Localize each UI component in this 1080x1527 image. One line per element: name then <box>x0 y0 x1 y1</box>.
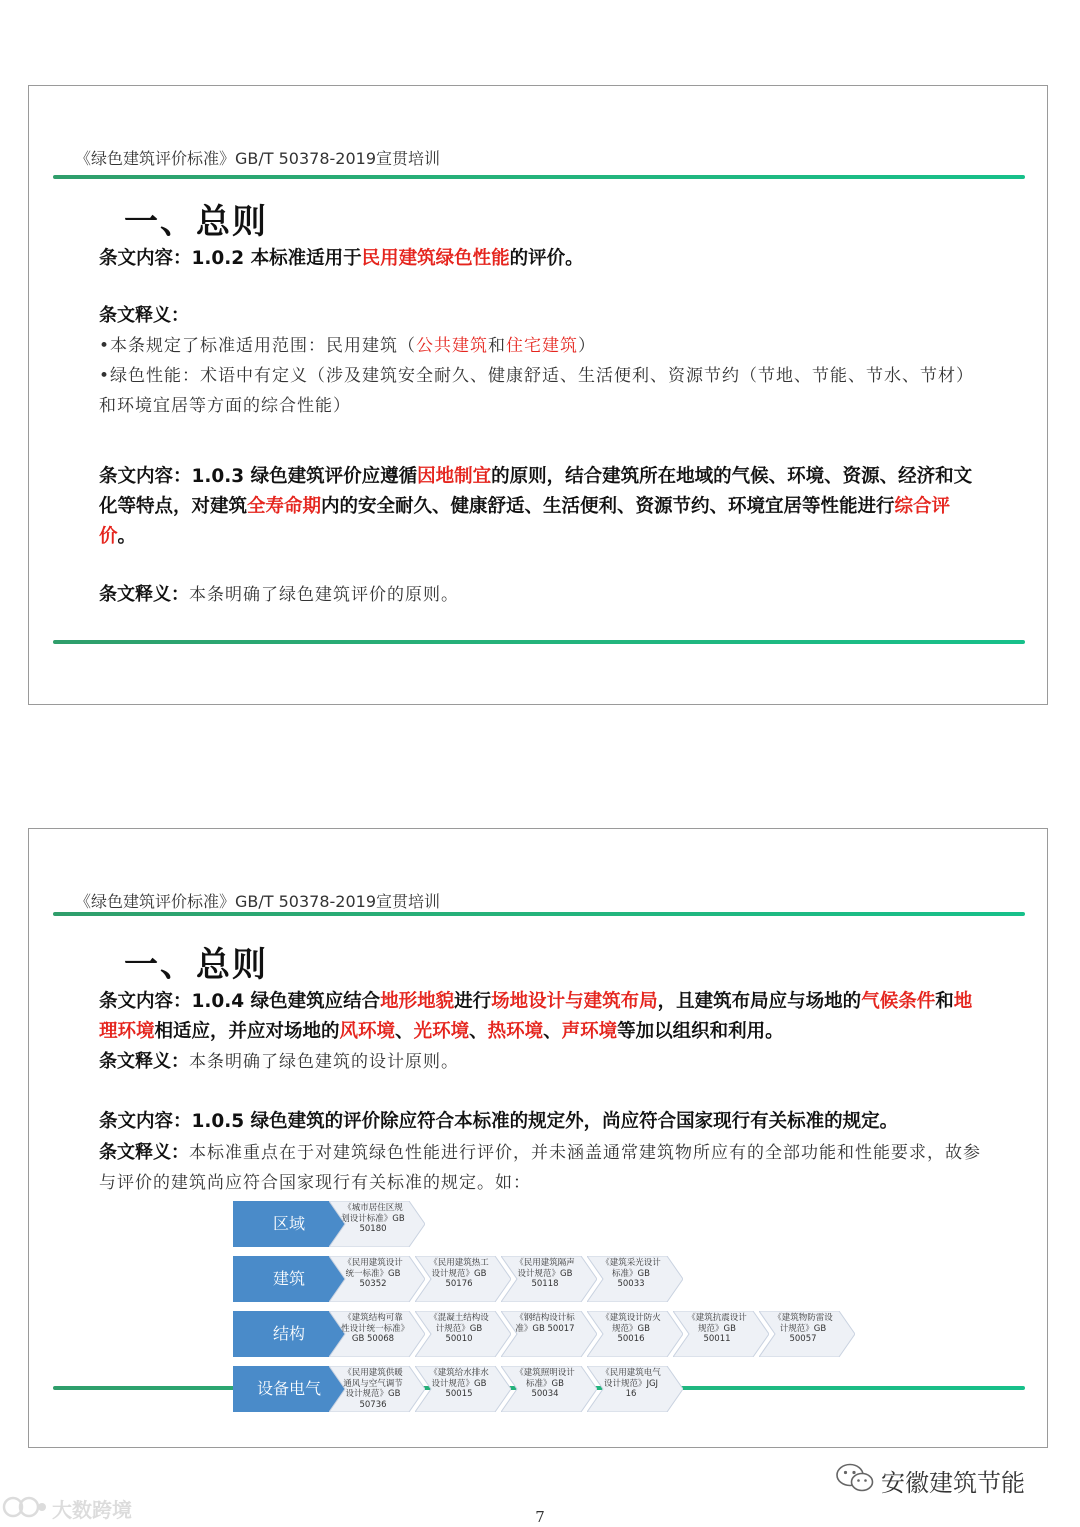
standard-chevron <box>415 1256 511 1302</box>
explanation-text: ，故参与评价的建筑尚应符合国家现行有关标准的规定。如： <box>99 1143 981 1193</box>
standard-label: 《民用建筑隔声设计规范》GB 50118 <box>515 1258 575 1289</box>
standard-chevron <box>329 1201 425 1247</box>
explanation-bullet <box>99 331 987 361</box>
explanation-label: 条文释义： <box>99 584 189 605</box>
standard-label: 《混凝土结构设计规范》GB 50010 <box>429 1313 489 1344</box>
standard-label: 《建筑物防雷设计规范》GB 50057 <box>773 1313 833 1344</box>
standard-chevron <box>501 1366 597 1412</box>
clause-highlight: 因地制宜 <box>417 466 492 487</box>
page-number: 7 <box>535 1508 545 1526</box>
standard-label: 《建筑抗震设计规范》GB 50011 <box>687 1313 747 1344</box>
category-label: 结构 <box>272 1324 305 1343</box>
explanation-label: 条文释义： <box>99 305 189 326</box>
clause-highlight: 场地设计与建筑布局 <box>491 991 658 1012</box>
clause-text: 和 <box>935 991 954 1012</box>
standard-chevron <box>415 1311 511 1357</box>
standard-label: 《建筑结构可靠性设计统一标准》GB 50068 <box>341 1313 405 1344</box>
explanation-text: 本条明确了绿色建筑评价的原则。 <box>189 585 459 605</box>
standard-chevron <box>501 1311 597 1357</box>
explanation-label: 条文释义： <box>99 1051 189 1072</box>
clause-highlight: 声环境 <box>561 1021 618 1042</box>
clause-text: 、 <box>469 1021 488 1042</box>
explanation-1-0-4 <box>99 1047 987 1077</box>
wechat-icon <box>835 1462 875 1498</box>
clause-highlight: 民用建筑绿色性能 <box>361 248 510 269</box>
clause-text: 的原则，结合建筑所在地域的气候、环境、资源、经济和文化等特点，对建筑 <box>99 466 973 517</box>
standard-chevron <box>759 1311 855 1357</box>
standard-label: 《建筑给水排水设计规范》GB 50015 <box>429 1368 489 1399</box>
clause-highlight: 气候条件 <box>861 991 936 1012</box>
clause-text: 相适应，并应对场地的 <box>154 1021 340 1042</box>
clause-1-0-5: 条文内容：1.0.5 绿色建筑的评价除应符合本标准的规定外，尚应符合国家现行有关标准的规定。 <box>99 1111 899 1132</box>
clause-highlight: 风环境 <box>339 1021 396 1042</box>
clause-text: 的评价。 <box>509 248 584 269</box>
watermark-text: 大数跨境 <box>52 1498 132 1522</box>
clause-text: 内的安全耐久、健康舒适、生活便利、资源节约、环境宜居等性能进行 <box>321 496 895 517</box>
clause-1-0-4 <box>99 987 987 1047</box>
clause-text: ，且建筑布局应与场地的 <box>657 991 862 1012</box>
clause-highlight: 热环境 <box>487 1021 544 1042</box>
section-title: 一、总则 <box>124 945 268 985</box>
clause-text: 进行 <box>454 991 492 1012</box>
bullet-text: ） <box>578 336 597 356</box>
standard-chevron <box>587 1311 683 1357</box>
standard-chevron <box>587 1366 683 1412</box>
header-divider <box>53 912 1025 916</box>
category-label: 区域 <box>272 1214 305 1233</box>
standard-chevron <box>329 1311 425 1357</box>
clause-1-0-2 <box>99 244 987 274</box>
bullet-text: •本条规定了标准适用范围：民用建筑（ <box>99 336 417 356</box>
explanation-text: 本条明确了绿色建筑的设计原则。 <box>189 1052 459 1072</box>
bullet-text: 和 <box>488 336 507 356</box>
bullet-highlight: 公共建筑 <box>416 336 489 356</box>
clause-text: 等加以组织和利用。 <box>617 1021 784 1042</box>
brand-logo <box>835 1460 1025 1500</box>
slide-1 <box>28 85 1048 705</box>
clause-highlight: 地理环境 <box>99 991 973 1042</box>
category-label: 设备电气 <box>256 1379 321 1398</box>
explanation-1-0-5 <box>99 1138 987 1198</box>
bullet-highlight: 住宅建筑 <box>506 336 579 356</box>
standard-label: 《民用建筑设计统一标准》GB 50352 <box>343 1258 403 1289</box>
brand-name: 安徽建筑节能 <box>881 1468 1025 1497</box>
explanation-text: 进行评价，并未涵盖通常建筑物所 <box>441 1143 711 1163</box>
standard-label: 《民用建筑热工设计规范》GB 50176 <box>429 1258 489 1289</box>
explanation-bullet: •绿色性能：术语中有定义（涉及建筑安全耐久、健康舒适、生活便利、资源节约（节地、节能、节水、节材）和环境宜居等方面的综合性能） <box>99 366 975 416</box>
standard-label: 《建筑照明设计标准》GB 50034 <box>515 1368 575 1399</box>
explanation-highlight: 应有的全部功能和性能要求 <box>711 1143 927 1163</box>
explanation-1-0-3 <box>99 580 987 610</box>
section-title: 一、总则 <box>124 202 268 242</box>
category-label: 建筑 <box>272 1269 305 1288</box>
standard-label: 《钢结构设计标准》GB 50017 <box>515 1313 575 1334</box>
footer-divider <box>53 640 1025 644</box>
standard-label: 《民用建筑供暖通风与空气调节设计规范》GB 50736 <box>343 1368 403 1410</box>
clause-highlight: 地形地貌 <box>380 991 455 1012</box>
clause-1-0-3 <box>99 462 987 552</box>
clause-text: 条文内容：1.0.2 本标准适用于 <box>99 248 362 269</box>
explanation-1-0-2 <box>99 301 987 421</box>
explanation-text: 本标准重点在于对建筑 <box>189 1143 369 1163</box>
clause-highlight: 全寿命期 <box>247 496 322 517</box>
standard-label: 《建筑采光设计标准》GB 50033 <box>601 1258 661 1289</box>
explanation-highlight: 绿色性能 <box>369 1143 441 1163</box>
standard-chevron <box>329 1256 425 1302</box>
standard-label: 《建筑设计防火规范》GB 50016 <box>601 1313 661 1344</box>
clause-text: 。 <box>117 526 137 547</box>
clause-highlight: 光环境 <box>413 1021 470 1042</box>
clause-text: 条文内容：1.0.3 绿色建筑评价应遵循 <box>99 466 418 487</box>
standard-chevron <box>415 1366 511 1412</box>
standard-label: 《民用建筑电气设计规范》JGJ 16 <box>601 1368 661 1399</box>
clause-text: 、 <box>395 1021 414 1042</box>
standard-chevron <box>329 1366 425 1412</box>
header-divider <box>53 175 1025 179</box>
clause-text: 条文内容：1.0.4 绿色建筑应结合 <box>99 991 381 1012</box>
clause-highlight: 综合评价 <box>99 496 951 547</box>
standard-chevron <box>673 1311 769 1357</box>
standard-label: 《城市居住区规划设计标准》GB 50180 <box>341 1203 405 1234</box>
slide-header: 《绿色建筑评价标准》GB/T 50378-2019宣贯培训 <box>75 892 441 911</box>
slide-header: 《绿色建筑评价标准》GB/T 50378-2019宣贯培训 <box>75 149 441 168</box>
standard-chevron <box>587 1256 683 1302</box>
explanation-label: 条文释义： <box>99 1142 189 1163</box>
slide-2 <box>28 828 1048 1448</box>
standard-chevron <box>501 1256 597 1302</box>
clause-text: 、 <box>543 1021 562 1042</box>
